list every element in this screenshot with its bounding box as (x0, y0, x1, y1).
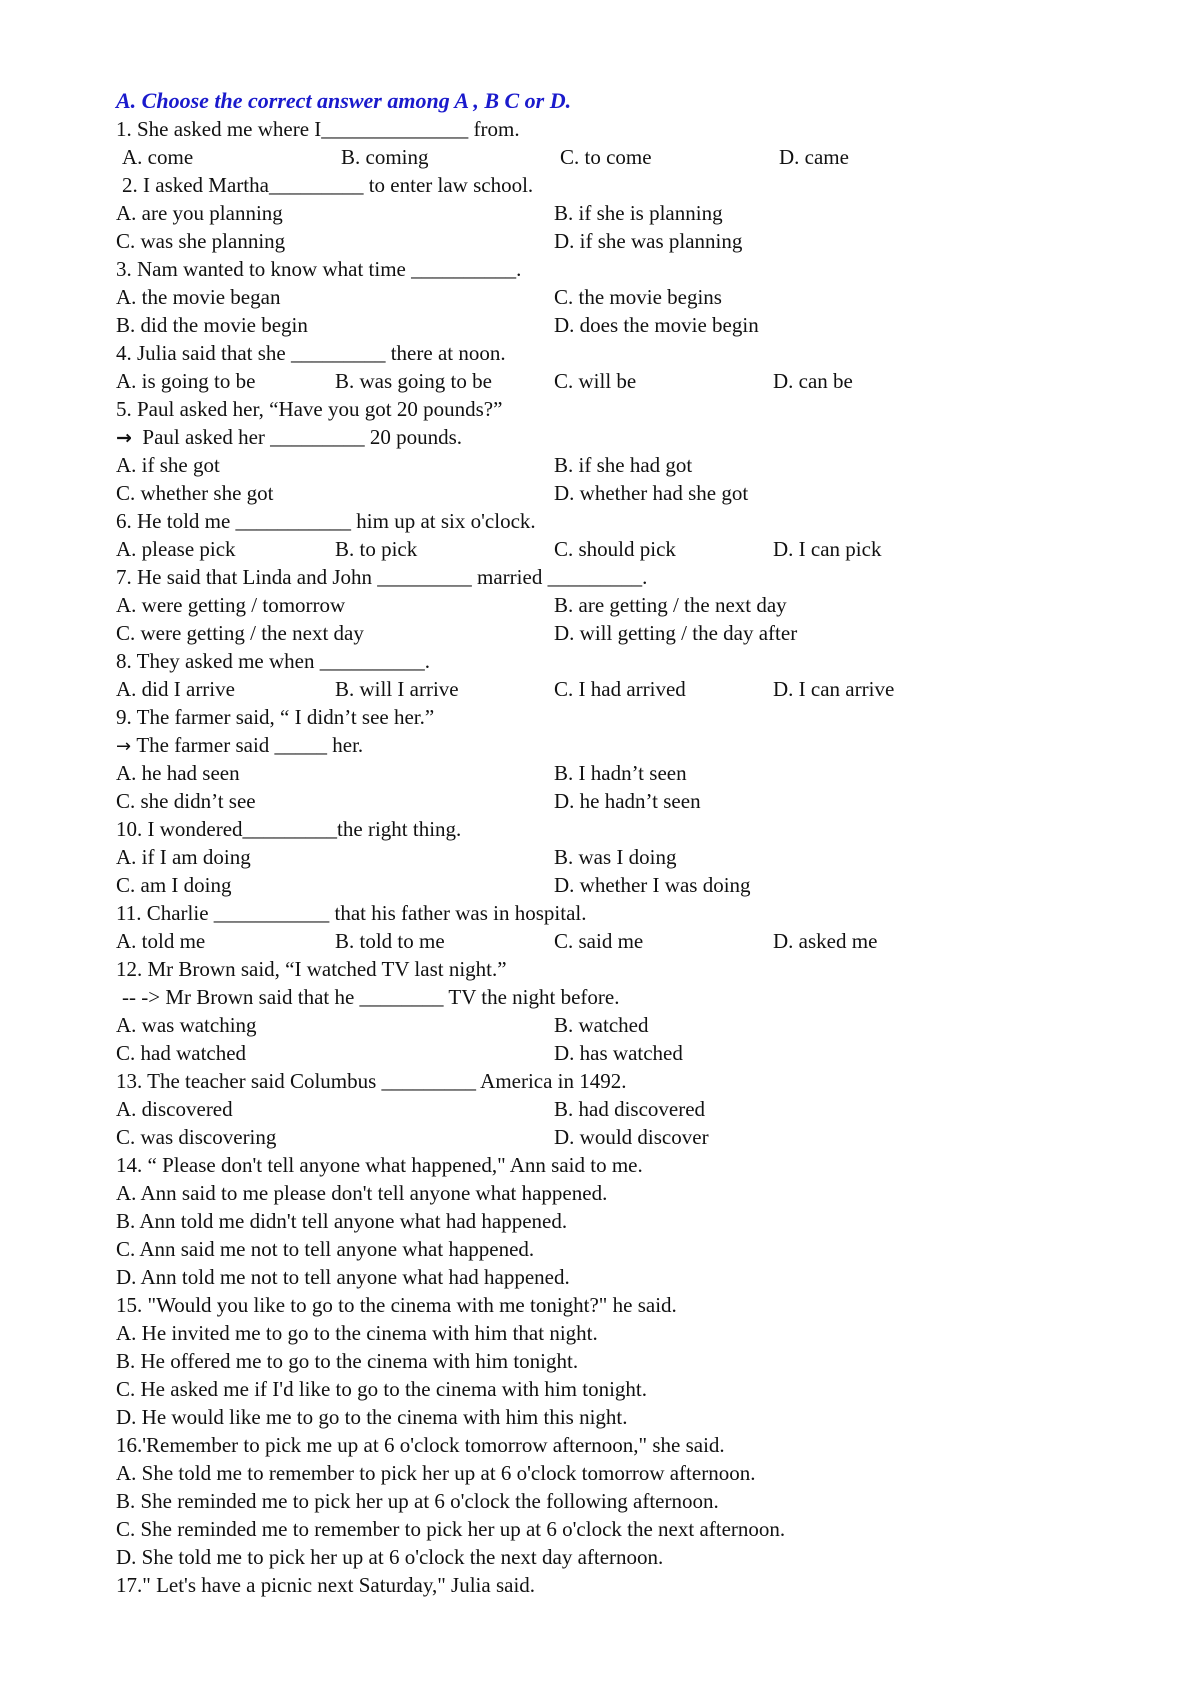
option-b[interactable]: B. was I doing (554, 845, 677, 869)
option-b[interactable]: B. will I arrive (335, 677, 459, 701)
option-d[interactable]: D. whether I was doing (554, 873, 751, 897)
question-9-options-row-2 (116, 787, 1096, 815)
option-d[interactable]: D. does the movie begin (554, 313, 759, 337)
question-11-options (116, 927, 1096, 955)
option-c[interactable]: C. had watched (116, 1041, 247, 1065)
option-a[interactable]: A. discovered (116, 1097, 233, 1121)
question-9-stem: 9. The farmer said, “ I didn’t see her.” (116, 705, 435, 729)
option-a[interactable]: A. He invited me to go to the cinema with him that night. (116, 1321, 598, 1345)
option-a[interactable]: A. did I arrive (116, 677, 235, 701)
question-5-stem: 5. Paul asked her, “Have you got 20 pounds?” (116, 397, 503, 421)
option-b[interactable]: B. She reminded me to pick her up at 6 o'clock the following afternoon. (116, 1489, 719, 1513)
question-12-options-row-1 (116, 1011, 1096, 1039)
option-b[interactable]: B. Ann told me didn't tell anyone what had happened. (116, 1209, 568, 1233)
option-c[interactable]: C. the movie begins (554, 285, 722, 309)
option-a[interactable]: A. She told me to remember to pick her up at 6 o'clock tomorrow afternoon. (116, 1461, 756, 1485)
question-13-options-row-2 (116, 1123, 1096, 1151)
option-a[interactable]: A. if I am doing (116, 845, 251, 869)
option-c[interactable]: C. she didn’t see (116, 789, 256, 813)
question-3-options-row-2 (116, 311, 1096, 339)
option-c[interactable]: C. She reminded me to remember to pick her up at 6 o'clock the next afternoon. (116, 1517, 786, 1541)
option-c[interactable]: C. was discovering (116, 1125, 277, 1149)
transform-text: Paul asked her _________ 20 pounds. (142, 425, 463, 449)
option-a[interactable]: A. told me (116, 929, 206, 953)
question-5-options-row-1 (116, 451, 1096, 479)
option-a[interactable]: A. please pick (116, 537, 236, 561)
question-12-options-row-2 (116, 1039, 1096, 1067)
option-c[interactable]: C. Ann said me not to tell anyone what happened. (116, 1237, 535, 1261)
question-1-options (116, 143, 1096, 171)
option-c[interactable]: C. were getting / the next day (116, 621, 364, 645)
section-heading: A. Choose the correct answer among A , B C or D. (116, 88, 572, 113)
option-c[interactable]: C. should pick (554, 537, 676, 561)
option-d[interactable]: D. can be (773, 369, 853, 393)
worksheet-page (116, 86, 1096, 1599)
option-d[interactable]: D. has watched (554, 1041, 683, 1065)
option-d[interactable]: D. will getting / the day after (554, 621, 798, 645)
option-a[interactable]: A. Ann said to me please don't tell anyone what happened. (116, 1181, 608, 1205)
option-d[interactable]: D. would discover (554, 1125, 709, 1149)
question-12-stem: 12. Mr Brown said, “I watched TV last night.” (116, 957, 507, 981)
question-10-stem: 10. I wondered_________the right thing. (116, 817, 462, 841)
option-d[interactable]: D. Ann told me not to tell anyone what had happened. (116, 1265, 570, 1289)
question-9-transform (116, 731, 1096, 759)
question-8-options (116, 675, 1096, 703)
option-a[interactable]: A. if she got (116, 453, 220, 477)
option-d[interactable]: D. She told me to pick her up at 6 o'clock the next day afternoon. (116, 1545, 664, 1569)
option-b[interactable]: B. He offered me to go to the cinema with him tonight. (116, 1349, 579, 1373)
option-c[interactable]: C. said me (554, 929, 644, 953)
option-d[interactable]: D. I can pick (773, 537, 882, 561)
option-c[interactable]: C. am I doing (116, 873, 232, 897)
option-a[interactable]: A. were getting / tomorrow (116, 593, 346, 617)
option-d[interactable]: D. if she was planning (554, 229, 743, 253)
question-7-options-row-1 (116, 591, 1096, 619)
option-b[interactable]: B. did the movie begin (116, 313, 308, 337)
option-d[interactable]: D. he hadn’t seen (554, 789, 701, 813)
question-6-options (116, 535, 1096, 563)
option-a[interactable]: A. he had seen (116, 761, 240, 785)
question-2-options-row-2 (116, 227, 1096, 255)
option-c[interactable]: C. whether she got (116, 481, 274, 505)
option-b[interactable]: B. I hadn’t seen (554, 761, 687, 785)
question-3-options-row-1 (116, 283, 1096, 311)
question-16-stem: 16.'Remember to pick me up at 6 o'clock tomorrow afternoon," she said. (116, 1433, 725, 1457)
option-d[interactable]: D. I can arrive (773, 677, 895, 701)
question-13-stem: 13. The teacher said Columbus _________ America in 1492. (116, 1069, 627, 1093)
option-b[interactable]: B. coming (341, 145, 429, 169)
question-13-options-row-1 (116, 1095, 1096, 1123)
question-5-transform (116, 423, 1096, 451)
option-d[interactable]: D. asked me (773, 929, 878, 953)
option-b[interactable]: B. to pick (335, 537, 418, 561)
question-4-stem: 4. Julia said that she _________ there at noon. (116, 341, 506, 365)
option-c[interactable]: C. to come (560, 145, 652, 169)
option-c[interactable]: C. He asked me if I'd like to go to the cinema with him tonight. (116, 1377, 648, 1401)
question-5-options-row-2 (116, 479, 1096, 507)
question-1-stem: 1. She asked me where I______________ from. (116, 117, 520, 141)
option-c[interactable]: C. I had arrived (554, 677, 686, 701)
question-7-options-row-2 (116, 619, 1096, 647)
right-arrow-icon: → (116, 427, 132, 449)
option-b[interactable]: B. are getting / the next day (554, 593, 787, 617)
question-15-stem: 15. "Would you like to go to the cinema with me tonight?" he said. (116, 1293, 677, 1317)
question-4-options (116, 367, 1096, 395)
option-d[interactable]: D. He would like me to go to the cinema with him this night. (116, 1405, 628, 1429)
option-b[interactable]: B. told to me (335, 929, 445, 953)
option-a[interactable]: A. is going to be (116, 369, 256, 393)
option-b[interactable]: B. was going to be (335, 369, 492, 393)
option-b[interactable]: B. watched (554, 1013, 649, 1037)
question-6-stem: 6. He told me ___________ him up at six o'clock. (116, 509, 536, 533)
question-12-transform: -- -> Mr Brown said that he ________ TV the night before. (122, 985, 620, 1009)
question-14-stem: 14. “ Please don't tell anyone what happened," Ann said to me. (116, 1153, 643, 1177)
question-11-stem: 11. Charlie ___________ that his father was in hospital. (116, 901, 587, 925)
option-a[interactable]: A. the movie began (116, 285, 281, 309)
question-3-stem: 3. Nam wanted to know what time __________. (116, 257, 522, 281)
question-8-stem: 8. They asked me when __________. (116, 649, 430, 673)
question-9-options-row-1 (116, 759, 1096, 787)
option-a[interactable]: A. are you planning (116, 201, 283, 225)
question-7-stem: 7. He said that Linda and John _________ married _________. (116, 565, 648, 589)
option-c[interactable]: C. will be (554, 369, 637, 393)
question-10-options-row-1 (116, 843, 1096, 871)
option-a[interactable]: A. come (122, 145, 194, 169)
option-b[interactable]: B. had discovered (554, 1097, 706, 1121)
option-b[interactable]: B. if she had got (554, 453, 693, 477)
transform-text: The farmer said _____ her. (136, 733, 364, 757)
option-b[interactable]: B. if she is planning (554, 201, 723, 225)
option-a[interactable]: A. was watching (116, 1013, 257, 1037)
question-17-stem: 17." Let's have a picnic next Saturday," Julia said. (116, 1573, 536, 1597)
right-arrow-icon: → (116, 736, 132, 757)
option-d[interactable]: D. came (779, 145, 849, 169)
option-c[interactable]: C. was she planning (116, 229, 286, 253)
question-10-options-row-2 (116, 871, 1096, 899)
question-2-stem: 2. I asked Martha_________ to enter law school. (122, 173, 534, 197)
question-2-options-row-1 (116, 199, 1096, 227)
option-d[interactable]: D. whether had she got (554, 481, 749, 505)
